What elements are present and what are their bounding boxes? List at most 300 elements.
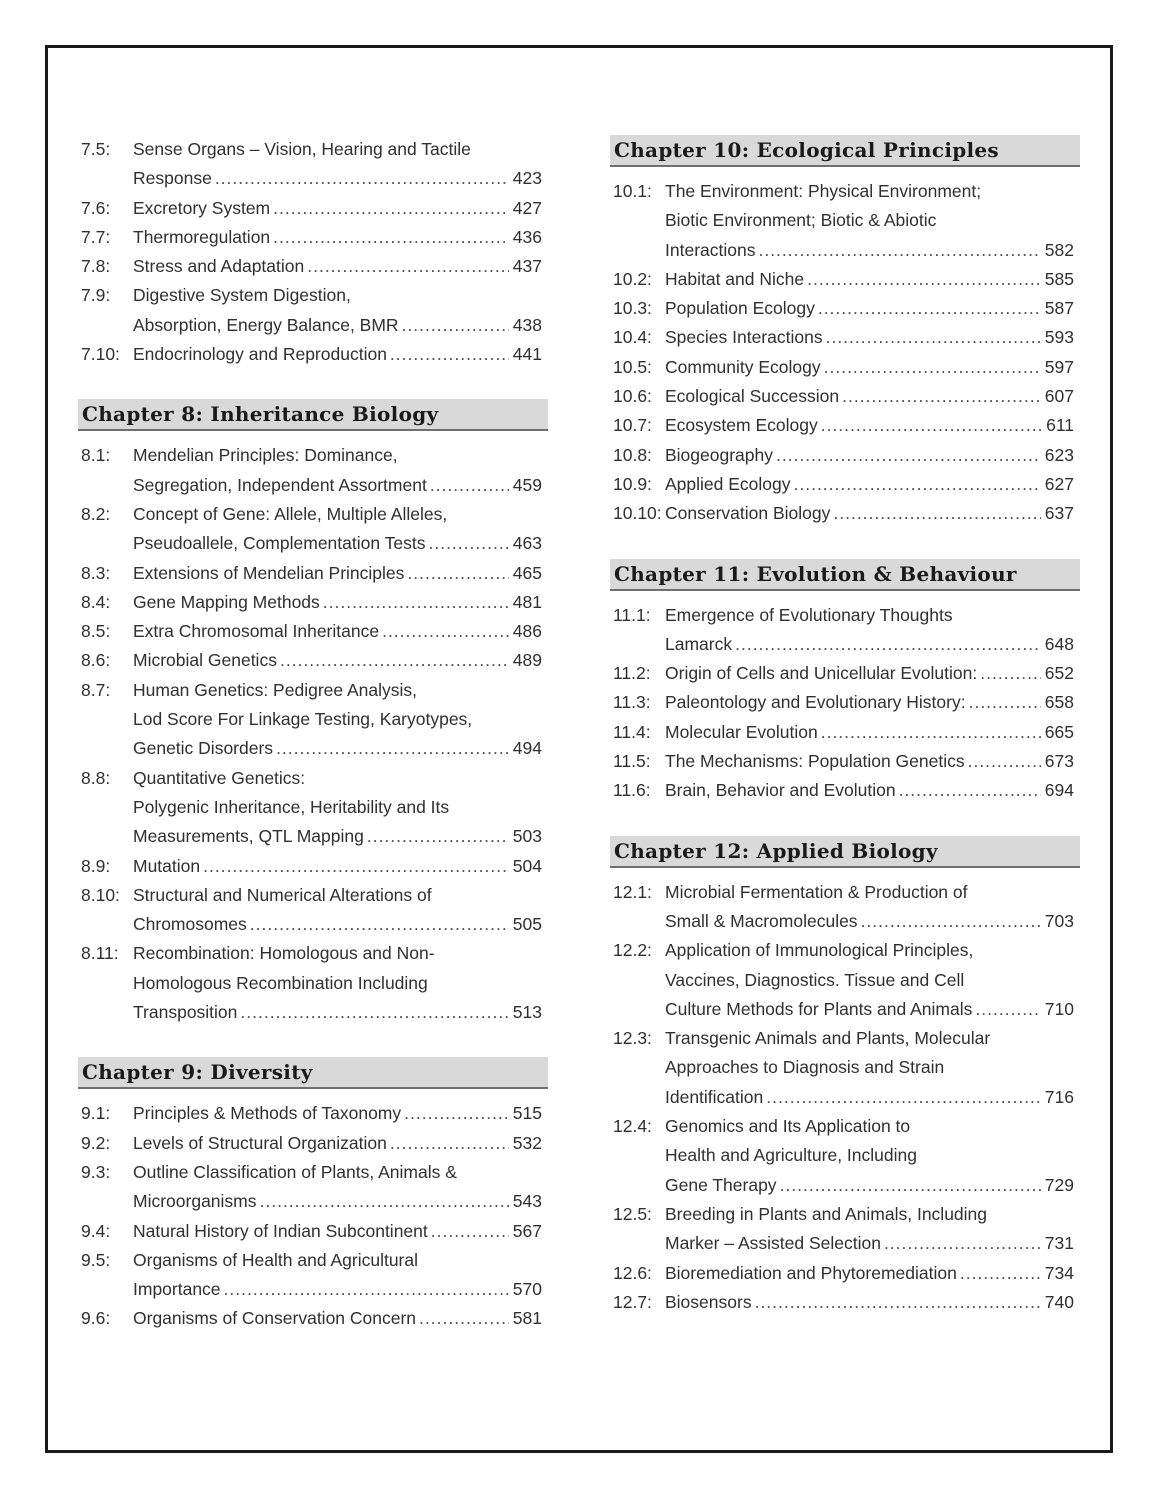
- section-title-line: Ecological Succession: [665, 386, 840, 407]
- toc-entry[interactable]: [78, 676, 548, 764]
- page-number: 437: [512, 256, 542, 277]
- section-title-line: Mendelian Principles: Dominance,: [133, 445, 398, 466]
- section-title-last-line: [133, 822, 542, 851]
- section-title: [133, 340, 548, 369]
- section-title: [133, 764, 548, 852]
- section-title-last-line: [133, 1129, 542, 1158]
- section-title: [665, 776, 1080, 805]
- section-title-last-line: [665, 718, 1074, 747]
- page-number: 710: [1044, 998, 1074, 1019]
- section-title-last-line: [665, 776, 1074, 805]
- page-number: 734: [1044, 1262, 1074, 1283]
- page-number: 731: [1044, 1233, 1074, 1254]
- section-number: 7.8:: [81, 256, 111, 277]
- page-number: 607: [1044, 386, 1074, 407]
- page-number: 611: [1046, 415, 1074, 436]
- toc-entry[interactable]: [610, 353, 1080, 382]
- section-title: [665, 294, 1080, 323]
- section-title-last-line: [665, 630, 1074, 659]
- page-number: 505: [512, 914, 542, 935]
- toc-entry[interactable]: [610, 776, 1080, 805]
- section-title-line: Recombination: Homologous and Non-: [133, 943, 435, 964]
- section-title: [133, 1304, 548, 1333]
- section-title: [665, 1288, 1080, 1317]
- toc-entry[interactable]: [610, 499, 1080, 528]
- section-title-line: Extra Chromosomal Inheritance: [133, 621, 380, 642]
- right-column: [610, 135, 1080, 1317]
- toc-entry[interactable]: [610, 470, 1080, 499]
- section-title-line: Microbial Genetics: [133, 650, 277, 671]
- dot-leader: [237, 998, 508, 1027]
- section-number: 8.7:: [81, 679, 111, 700]
- toc-entry[interactable]: [610, 747, 1080, 776]
- section-title-last-line: [133, 164, 542, 193]
- dot-leader: [821, 353, 1041, 382]
- section-number: 10.3:: [613, 298, 652, 319]
- section-number: 7.5:: [81, 139, 111, 159]
- section-number: 11.6:: [613, 780, 651, 801]
- chapter-12-list: [610, 878, 1080, 1317]
- section-title: [665, 688, 1080, 717]
- dot-leader: [896, 776, 1041, 805]
- page-number: 597: [1044, 356, 1074, 377]
- section-title-line: Microorganisms: [133, 1191, 257, 1212]
- section-title-line: Emergence of Evolutionary Thoughts: [665, 604, 953, 625]
- dot-leader: [270, 194, 509, 223]
- section-title: [133, 500, 548, 559]
- page-number: 494: [512, 738, 542, 759]
- section-title-line: Culture Methods for Plants and Animals: [665, 998, 973, 1019]
- page-number: 504: [512, 855, 542, 876]
- section-number: 12.4:: [613, 1116, 652, 1137]
- section-title-last-line: [665, 995, 1074, 1024]
- chapter-11-list: [610, 601, 1080, 806]
- section-number: 9.2:: [81, 1132, 111, 1153]
- dot-leader: [399, 311, 509, 340]
- toc-entry[interactable]: [610, 936, 1080, 1024]
- section-title-last-line: [665, 382, 1074, 411]
- section-title-line: Identification: [665, 1086, 764, 1107]
- chapter-12-header: Chapter 12: Applied Biology: [610, 836, 1080, 868]
- section-title-last-line: [133, 588, 542, 617]
- section-title: [133, 939, 548, 1027]
- page-number: 658: [1044, 692, 1074, 713]
- section-title: [133, 281, 548, 340]
- section-title-last-line: [665, 265, 1074, 294]
- chapter-10-list: [610, 177, 1080, 529]
- toc-entry[interactable]: [78, 441, 548, 500]
- dot-leader: [957, 1259, 1041, 1288]
- section-title-line: Genomics and Its Application to: [665, 1116, 911, 1137]
- page-number: 623: [1044, 444, 1074, 465]
- section-title: [133, 1099, 548, 1128]
- section-title-line: Chromosomes: [133, 914, 247, 935]
- section-title-line: Excretory System: [133, 197, 271, 218]
- dot-leader: [823, 323, 1041, 352]
- toc-entry[interactable]: [78, 617, 548, 646]
- toc-entry[interactable]: [78, 559, 548, 588]
- chapter-11-header: Chapter 11: Evolution & Behaviour: [610, 559, 1080, 591]
- section-number: 10.8:: [613, 444, 652, 465]
- section-number: 12.5:: [613, 1203, 652, 1224]
- page-number: 567: [512, 1220, 542, 1241]
- page-number: 515: [512, 1103, 542, 1124]
- section-title-line: Organisms of Health and Agricultural: [133, 1249, 418, 1270]
- page-number: 652: [1044, 663, 1074, 684]
- dot-leader: [972, 995, 1040, 1024]
- dot-leader: [773, 441, 1041, 470]
- dot-leader: [273, 734, 509, 763]
- section-title-last-line: [665, 236, 1074, 265]
- section-title-last-line: [133, 471, 542, 500]
- section-title-line: Origin of Cells and Unicellular Evolution:: [665, 663, 978, 684]
- toc-entry[interactable]: [610, 601, 1080, 660]
- section-number: 11.2:: [613, 663, 651, 684]
- dot-leader: [858, 907, 1041, 936]
- section-title-last-line: [133, 910, 542, 939]
- section-title-last-line: [133, 617, 542, 646]
- toc-entry[interactable]: [78, 646, 548, 675]
- dot-leader: [387, 340, 509, 369]
- section-title: [133, 588, 548, 617]
- page-number: 585: [1044, 268, 1074, 289]
- section-number: 10.2:: [613, 268, 652, 289]
- section-title-last-line: [665, 499, 1074, 528]
- section-number: 9.3:: [81, 1161, 111, 1182]
- toc-entry[interactable]: [610, 1200, 1080, 1259]
- section-title-last-line: [665, 294, 1074, 323]
- page-number: 532: [512, 1132, 542, 1153]
- section-title-line: Homologous Recombination Including: [133, 972, 428, 993]
- section-title: [133, 1129, 548, 1158]
- section-number: 8.11:: [81, 943, 119, 964]
- section-title-last-line: [665, 441, 1074, 470]
- section-number: 7.9:: [81, 285, 111, 306]
- section-title: [133, 135, 548, 194]
- toc-entry[interactable]: [610, 688, 1080, 717]
- page-number: 543: [512, 1191, 542, 1212]
- section-title-line: Species Interactions: [665, 327, 823, 348]
- toc-entry[interactable]: [78, 135, 548, 194]
- section-title-last-line: [665, 323, 1074, 352]
- dot-leader: [427, 471, 509, 500]
- section-title-line: Bioremediation and Phytoremediation: [665, 1262, 957, 1283]
- section-title-line: Approaches to Diagnosis and Strain: [665, 1057, 945, 1078]
- section-number: 10.1:: [613, 181, 652, 201]
- section-title-line: Outline Classification of Plants, Animals &: [133, 1161, 457, 1182]
- dot-leader: [755, 236, 1040, 265]
- section-number: 8.5:: [81, 621, 111, 642]
- toc-entry[interactable]: [610, 441, 1080, 470]
- section-title-last-line: [133, 223, 542, 252]
- toc-entry[interactable]: [610, 659, 1080, 688]
- page-number: 665: [1044, 721, 1074, 742]
- section-title: [665, 265, 1080, 294]
- page-number: 436: [512, 226, 542, 247]
- toc-entry[interactable]: [610, 1112, 1080, 1200]
- dot-leader: [257, 1187, 509, 1216]
- toc-entry[interactable]: [78, 223, 548, 252]
- section-title-last-line: [133, 1304, 542, 1333]
- section-title-line: Applied Ecology: [665, 473, 791, 494]
- dot-leader: [428, 1217, 509, 1246]
- section-title-line: Health and Agriculture, Including: [665, 1145, 917, 1166]
- section-title-line: Absorption, Energy Balance, BMR: [133, 314, 399, 335]
- toc-entry[interactable]: [78, 194, 548, 223]
- section-title-line: Thermoregulation: [133, 226, 271, 247]
- section-number: 7.10:: [81, 344, 120, 365]
- dot-leader: [270, 223, 509, 252]
- section-title-last-line: [665, 1171, 1074, 1200]
- section-number: 8.9:: [81, 855, 111, 876]
- dot-leader: [966, 688, 1041, 717]
- section-title-line: Small & Macromolecules: [665, 910, 858, 931]
- section-number: 7.7:: [81, 226, 111, 247]
- section-title-last-line: [133, 194, 542, 223]
- dot-leader: [387, 1129, 509, 1158]
- section-title-last-line: [133, 734, 542, 763]
- section-title: [665, 936, 1080, 1024]
- dot-leader: [364, 822, 509, 851]
- section-title-line: Biogeography: [665, 444, 773, 465]
- toc-entry[interactable]: [78, 1129, 548, 1158]
- section-title: [665, 718, 1080, 747]
- section-title-last-line: [133, 1187, 542, 1216]
- section-title-last-line: [665, 470, 1074, 499]
- dot-leader: [404, 559, 508, 588]
- section-title-line: Polygenic Inheritance, Heritability and Its: [133, 796, 450, 817]
- dot-leader: [401, 1099, 509, 1128]
- section-title-line: Digestive System Digestion,: [133, 285, 351, 306]
- page-number: 703: [1044, 910, 1074, 931]
- section-title-line: Organisms of Conservation Concern: [133, 1308, 417, 1329]
- section-number: 9.6:: [81, 1308, 111, 1329]
- section-title-last-line: [665, 411, 1074, 440]
- section-number: 8.6:: [81, 650, 111, 671]
- section-title-last-line: [133, 529, 542, 558]
- section-title-line: Molecular Evolution: [665, 721, 818, 742]
- section-number: 8.1:: [81, 445, 111, 466]
- section-title: [133, 852, 548, 881]
- left-column: [78, 135, 548, 1334]
- toc-entry[interactable]: [610, 1259, 1080, 1288]
- section-title: [133, 646, 548, 675]
- toc-entry[interactable]: [610, 1288, 1080, 1317]
- dot-leader: [212, 164, 509, 193]
- page-number: 423: [512, 168, 542, 189]
- page-number: 582: [1044, 239, 1074, 260]
- section-title: [665, 323, 1080, 352]
- section-title: [665, 1200, 1080, 1259]
- section-title: [133, 194, 548, 223]
- toc-entry[interactable]: [610, 878, 1080, 937]
- toc-entry[interactable]: [78, 881, 548, 940]
- section-title-line: Genetic Disorders: [133, 738, 274, 759]
- section-title-line: Gene Therapy: [665, 1174, 777, 1195]
- section-title-line: Concept of Gene: Allele, Multiple Alleles,: [133, 503, 448, 524]
- section-title: [133, 1246, 548, 1305]
- toc-entry[interactable]: [610, 265, 1080, 294]
- dot-leader: [277, 646, 509, 675]
- chapter-8-list: [78, 441, 548, 1027]
- toc-entry[interactable]: [78, 852, 548, 881]
- toc-entry[interactable]: [610, 411, 1080, 440]
- toc-entry[interactable]: [78, 939, 548, 1027]
- page-number: 459: [512, 474, 542, 495]
- page-number: 465: [512, 562, 542, 583]
- section-title: [133, 223, 548, 252]
- page-number: 581: [512, 1308, 542, 1329]
- toc-entry[interactable]: [610, 1024, 1080, 1112]
- page-number: 627: [1044, 473, 1074, 494]
- toc-entry[interactable]: [610, 177, 1080, 265]
- section-title-line: The Environment: Physical Environment;: [665, 181, 982, 201]
- section-title-last-line: [133, 646, 542, 675]
- section-title-line: Importance: [133, 1279, 221, 1300]
- dot-leader: [818, 411, 1042, 440]
- section-title: [665, 382, 1080, 411]
- section-number: 10.7:: [613, 415, 652, 436]
- dot-leader: [379, 617, 509, 646]
- section-title: [133, 881, 548, 940]
- dot-leader: [416, 1304, 509, 1333]
- section-title-line: Biosensors: [665, 1291, 752, 1312]
- section-title-line: Natural History of Indian Subcontinent: [133, 1220, 428, 1241]
- section-number: 10.10:: [613, 503, 662, 524]
- section-number: 12.7:: [613, 1291, 652, 1312]
- section-title-last-line: [665, 1259, 1074, 1288]
- section-title-last-line: [665, 353, 1074, 382]
- toc-entry[interactable]: [78, 340, 548, 369]
- section-title: [133, 1217, 548, 1246]
- section-title-last-line: [133, 340, 542, 369]
- dot-leader: [830, 499, 1040, 528]
- toc-entry[interactable]: [78, 1304, 548, 1333]
- section-title-line: Vaccines, Diagnostics. Tissue and Cell: [665, 969, 965, 990]
- section-title: [665, 1112, 1080, 1200]
- toc-entry[interactable]: [610, 718, 1080, 747]
- page-number: 716: [1044, 1086, 1074, 1107]
- section-title-line: Lamarck: [665, 633, 733, 654]
- section-title-last-line: [665, 688, 1074, 717]
- section-title-line: Segregation, Independent Assortment: [133, 474, 427, 495]
- section-title-last-line: [133, 311, 542, 340]
- section-title-last-line: [133, 1217, 542, 1246]
- toc-entry[interactable]: [78, 1246, 548, 1305]
- toc-entry[interactable]: [78, 1158, 548, 1217]
- section-title-line: Transgenic Animals and Plants, Molecular: [665, 1028, 991, 1049]
- section-title-line: Sense Organs – Vision, Hearing and Tactile: [133, 139, 471, 159]
- toc-entry[interactable]: [78, 588, 548, 617]
- toc-entry[interactable]: [610, 323, 1080, 352]
- section-title-line: Mutation: [133, 855, 201, 876]
- section-title: [133, 617, 548, 646]
- toc-entry[interactable]: [78, 1217, 548, 1246]
- dot-leader: [425, 529, 508, 558]
- page-number: 441: [512, 344, 542, 365]
- section-title-last-line: [133, 1275, 542, 1304]
- section-title: [133, 1158, 548, 1217]
- dot-leader: [221, 1275, 509, 1304]
- section-title-line: Paleontology and Evolutionary History:: [665, 692, 966, 713]
- dot-leader: [977, 659, 1041, 688]
- section-title-line: Structural and Numerical Alterations of: [133, 884, 432, 905]
- dot-leader: [791, 470, 1041, 499]
- section-title: [665, 1024, 1080, 1112]
- page-number: 463: [512, 533, 542, 554]
- section-title-line: Quantitative Genetics:: [133, 767, 306, 788]
- section-title-line: Stress and Adaptation: [133, 256, 305, 277]
- section-number: 7.6:: [81, 197, 111, 218]
- dot-leader: [965, 747, 1041, 776]
- section-title-line: Habitat and Niche: [665, 268, 805, 289]
- section-title: [665, 470, 1080, 499]
- page-number: 729: [1044, 1174, 1074, 1195]
- section-title: [665, 353, 1080, 382]
- toc-entry[interactable]: [78, 252, 548, 281]
- page-number: 648: [1044, 633, 1074, 654]
- section-title-line: Human Genetics: Pedigree Analysis,: [133, 679, 418, 700]
- section-title-last-line: [133, 1099, 542, 1128]
- section-title: [665, 601, 1080, 660]
- chapter-10-header: Chapter 10: Ecological Principles: [610, 135, 1080, 167]
- toc-entry[interactable]: [78, 764, 548, 852]
- section-title-line: Levels of Structural Organization: [133, 1132, 387, 1153]
- section-number: 10.4:: [613, 327, 652, 348]
- page-number: 740: [1044, 1291, 1074, 1312]
- toc-entry[interactable]: [78, 500, 548, 559]
- section-title: [665, 441, 1080, 470]
- section-title: [665, 878, 1080, 937]
- section-title-line: Population Ecology: [665, 298, 815, 319]
- section-number: 9.4:: [81, 1220, 111, 1241]
- section-number: 8.8:: [81, 767, 111, 788]
- section-number: 11.3:: [613, 692, 651, 713]
- section-number: 11.1:: [613, 604, 651, 625]
- section-title-line: The Mechanisms: Population Genetics: [665, 751, 965, 772]
- section-number: 10.5:: [613, 356, 652, 377]
- toc-entry[interactable]: [610, 382, 1080, 411]
- toc-entry[interactable]: [78, 281, 548, 340]
- section-title: [133, 252, 548, 281]
- section-title-last-line: [665, 659, 1074, 688]
- toc-entry[interactable]: [78, 1099, 548, 1128]
- dot-leader: [815, 294, 1041, 323]
- page-number: 486: [512, 621, 542, 642]
- section-number: 12.1:: [613, 881, 652, 902]
- dot-leader: [247, 910, 509, 939]
- section-title-line: Brain, Behavior and Evolution: [665, 780, 896, 801]
- section-number: 8.10:: [81, 884, 120, 905]
- page-number: 637: [1044, 503, 1074, 524]
- section-number: 11.4:: [613, 721, 651, 742]
- page-number: 481: [512, 591, 542, 612]
- section-title-line: Breeding in Plants and Animals, Including: [665, 1203, 988, 1224]
- section-title-line: Endocrinology and Reproduction: [133, 344, 387, 365]
- section-title-line: Measurements, QTL Mapping: [133, 826, 364, 847]
- section-title-line: Microbial Fermentation & Production of: [665, 881, 968, 902]
- section-title-last-line: [665, 1229, 1074, 1258]
- section-title-line: Principles & Methods of Taxonomy: [133, 1103, 402, 1124]
- section-title-last-line: [133, 998, 542, 1027]
- section-title-line: Gene Mapping Methods: [133, 591, 320, 612]
- section-title-line: Conservation Biology: [665, 503, 831, 524]
- section-title: [665, 1259, 1080, 1288]
- section-title-line: Lod Score For Linkage Testing, Karyotypes,: [133, 709, 473, 730]
- toc-entry[interactable]: [610, 294, 1080, 323]
- section-title: [665, 659, 1080, 688]
- section-title-line: Marker – Assisted Selection: [665, 1233, 881, 1254]
